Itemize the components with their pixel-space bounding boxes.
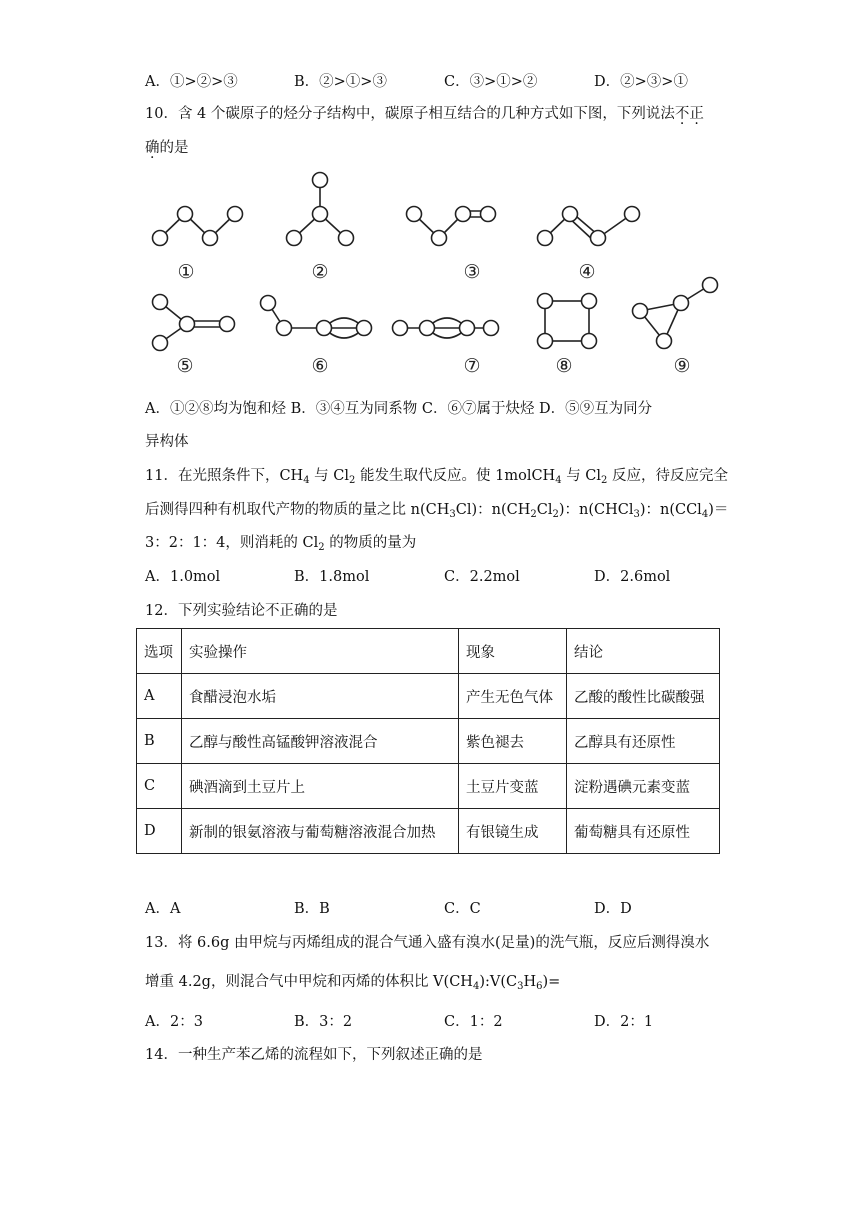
table-cell: 乙醇与酸性高锰酸钾溶液混合 [182,719,459,764]
q12-option-a: A．A [145,901,181,917]
table-row [137,674,720,719]
structure-label-2: ② [311,261,329,283]
structure-label-5: ⑤ [176,355,194,377]
structure-label-3: ③ [463,261,481,283]
q11-stem-line3: 3：2：1：4，则消耗的 $Cl_2$ 的物质的量为 [145,535,417,553]
table-row [137,809,720,854]
table-cell: B [137,719,182,764]
table-cell: C [137,764,182,809]
q9-option-d: D．②>③>① [594,74,688,90]
structure-label-6: ⑥ [311,355,329,377]
table-row [137,719,720,764]
q10-stem-line2: 确的是 [145,140,189,156]
q10-options: A．①②⑧均为饱和烃 B．③④互为同系物 C．⑥⑦属于炔烃 D．⑤⑨互为同分 [145,401,653,417]
table-row [137,764,720,809]
table-cell: 食醋浸泡水垢 [182,674,459,719]
table-cell: 有银镜生成 [459,809,567,854]
table-header-cell: 结论 [567,629,720,674]
structure-label-8: ⑧ [555,355,573,377]
q14-stem: 14．一种生产苯乙烯的流程如下，下列叙述正确的是 [145,1047,483,1063]
table-cell: 乙酸的酸性比碳酸强 [567,674,720,719]
q13-stem-line1: 13．将 6.6g 由甲烷与丙烯组成的混合气通入盛有溴水(足量)的洗气瓶，反应后测得溴水 [145,935,710,951]
q11-stem-line2: 后测得四种有机取代产物的物质的量之比 $n(CH_3Cl)$：$n(CH_2Cl_2)$：n(CHCl$_3$)：n(CCl$_4$)＝ [145,502,729,520]
q13-stem-line2: 增重 4.2g，则混合气中甲烷和丙烯的体积比 $V(CH_4):V(C_3H_6)=$ [145,974,561,992]
q11-stem-line1: 11．在光照条件下，$CH_4$ 与 $Cl_2$ 能发生取代反应。使 1molCH$_4$ 与 $Cl_2$ 反应，待反应完全 [145,468,729,486]
q11-option-d: D．2.6mol [594,569,671,585]
table-header-cell: 实验操作 [182,629,459,674]
structure-label-4: ④ [578,261,596,283]
table-header-row [137,629,720,674]
q10-stem-line1: 10．含 4 个碳原子的烃分子结构中，碳原子相互结合的几种方式如下图，下列说法不正 [145,106,704,122]
structure-label-9: ⑨ [673,355,691,377]
table-cell: 土豆片变蓝 [459,764,567,809]
table-cell: 产生无色气体 [459,674,567,719]
q11-option-b: B．1.8mol [294,569,370,585]
carbon-skeleton-figure [0,0,860,400]
table-cell: 紫色褪去 [459,719,567,764]
q12-stem: 12．下列实验结论不正确的是 [145,603,338,619]
q13-option-a: A．2：3 [145,1014,203,1030]
q12-option-d: D．D [594,901,632,917]
q13-option-c: C．1：2 [444,1014,503,1030]
table-cell: A [137,674,182,719]
table-header-cell: 选项 [137,629,182,674]
table-cell: 葡萄糖具有还原性 [567,809,720,854]
q9-option-b: B．②>①>③ [294,74,387,90]
q10-options-cont: 异构体 [145,434,189,450]
q11-option-c: C．2.2mol [444,569,520,585]
q12-option-b: B．B [294,901,330,917]
structure-label-7: ⑦ [463,355,481,377]
q12-option-c: C．C [444,901,481,917]
q12-table [136,628,720,854]
q9-option-c: C．③>①>② [444,74,538,90]
table-header-cell: 现象 [459,629,567,674]
q13-option-d: D．2：1 [594,1014,654,1030]
q11-option-a: A．1.0mol [145,569,221,585]
table-cell: 淀粉遇碘元素变蓝 [567,764,720,809]
table-cell: 乙醇具有还原性 [567,719,720,764]
table-cell: 新制的银氨溶液与葡萄糖溶液混合加热 [182,809,459,854]
table-cell: 碘酒滴到土豆片上 [182,764,459,809]
q9-option-a: A．①>②>③ [145,74,238,90]
structure-label-1: ① [177,261,195,283]
table-cell: D [137,809,182,854]
q13-option-b: B．3：2 [294,1014,353,1030]
